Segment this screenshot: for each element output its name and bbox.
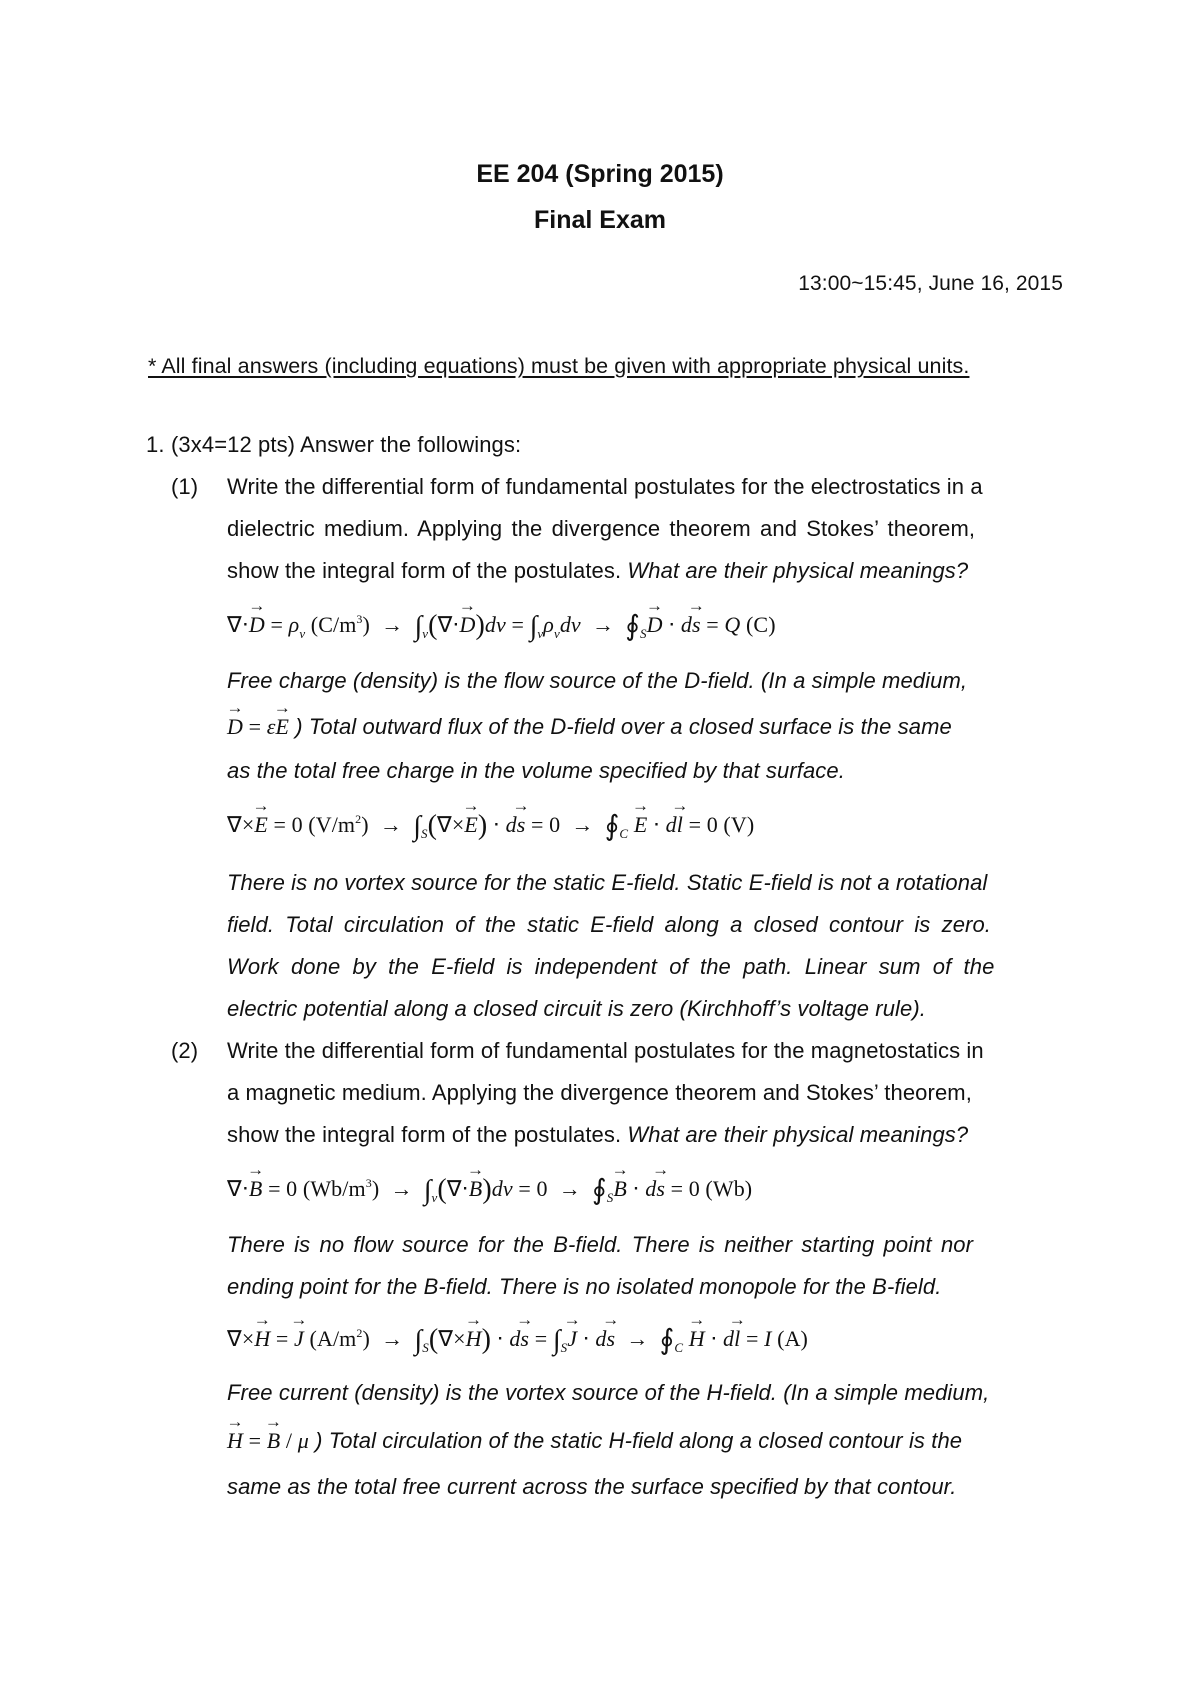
part1-question-line3: show the integral form of the postulates. What are their physical meanings? bbox=[227, 558, 969, 583]
part2-question-line3: show the integral form of the postulates. What are their physical meanings? bbox=[227, 1122, 969, 1147]
part1-answer1-line1: Free charge (density) is the flow source of the D-field. (In a simple medium, bbox=[227, 668, 968, 693]
part1-answer2-line1: There is no vortex source for the static E-field. Static E-field is not a rotational bbox=[227, 870, 988, 895]
q1-number: 1. bbox=[146, 432, 165, 457]
div-b-equation: ∇⋅→ B = 0 $(Wb/m^3) \to \int_v(\nabla\cdot\to B)dv = 0$ → $∮_S\to B \cdot d\to s = 0$ (Wb) bbox=[227, 1170, 752, 1206]
part2-answer2-line3: same as the total free current across the surface specified by that contour. bbox=[227, 1474, 957, 1499]
part1-answer2-line2: field. Total circulation of the static E-field along a closed contour is zero. bbox=[227, 912, 992, 937]
part2-answer1-line1: There is no flow source for the B-field. There is neither starting point nor bbox=[227, 1232, 974, 1257]
part1-question-line1: Write the differential form of fundamental postulates for the electrostatics in a bbox=[227, 474, 983, 499]
ampere-law-equation: ∇×→ H = → J $(A/m^2) \to \int_S(\nabla\times\to H) \cdot d\to s = \int_S\to J \cdot d\to s$ → $∮_C \to H \cdot d\to l = I$ (A) bbox=[227, 1320, 808, 1356]
part2-answer2-line2: → H = → B / μ ) Total circulation of the static H-field along a closed contour is the bbox=[227, 1428, 962, 1454]
part2-answer1-line2: ending point for the B-field. There is no isolated monopole for the B-field. bbox=[227, 1274, 942, 1299]
part1-answer1-line3: as the total free charge in the volume specified by that surface. bbox=[227, 758, 845, 783]
part2-answer2-line1: Free current (density) is the vortex source of the H-field. (In a simple medium, bbox=[227, 1380, 990, 1405]
gauss-law-equation: ∇⋅→ $D = \rho_v$ $(C/m^3) \to \int_v(\nabla\cdot\to D)dv = \int_v\rho_vdv$ → $∮_S\to D \cdot d\to s = Q$ (C) bbox=[227, 606, 776, 642]
part1-question-line2: dielectric medium. Applying the divergence theorem and Stokes’ theorem, bbox=[227, 516, 976, 541]
part2-question-line1: Write the differential form of fundamental postulates for the magnetostatics in bbox=[227, 1038, 984, 1063]
curl-e-equation: ∇×→ E = 0 $(V/m^2) \to \int_S(\nabla\times\to E) \cdot d\to s = 0$ → $∮_C \to E \cdot d\to l = 0$ (V) bbox=[227, 806, 754, 842]
exam-datetime: 13:00~15:45, June 16, 2015 bbox=[798, 272, 1063, 295]
part1-label: (1) bbox=[171, 474, 199, 499]
part2-label: (2) bbox=[171, 1038, 199, 1063]
instruction-note: * All final answers (including equations) must be given with appropriate physical units. bbox=[148, 354, 970, 378]
part1-answer1-line2: → D = ε→ E ) Total outward flux of the D-field over a closed surface is the same bbox=[227, 714, 952, 740]
course-title: EE 204 (Spring 2015) bbox=[476, 160, 724, 188]
part1-answer2-line3: Work done by the E-field is independent of the path. Linear sum of the bbox=[227, 954, 995, 979]
part1-answer2-line4: electric potential along a closed circuit is zero (Kirchhoff’s voltage rule). bbox=[227, 996, 926, 1021]
q1-intro: (3x4=12 pts) Answer the followings: bbox=[171, 432, 522, 457]
part2-question-line2: a magnetic medium. Applying the divergence theorem and Stokes’ theorem, bbox=[227, 1080, 972, 1105]
exam-title: Final Exam bbox=[534, 206, 666, 234]
